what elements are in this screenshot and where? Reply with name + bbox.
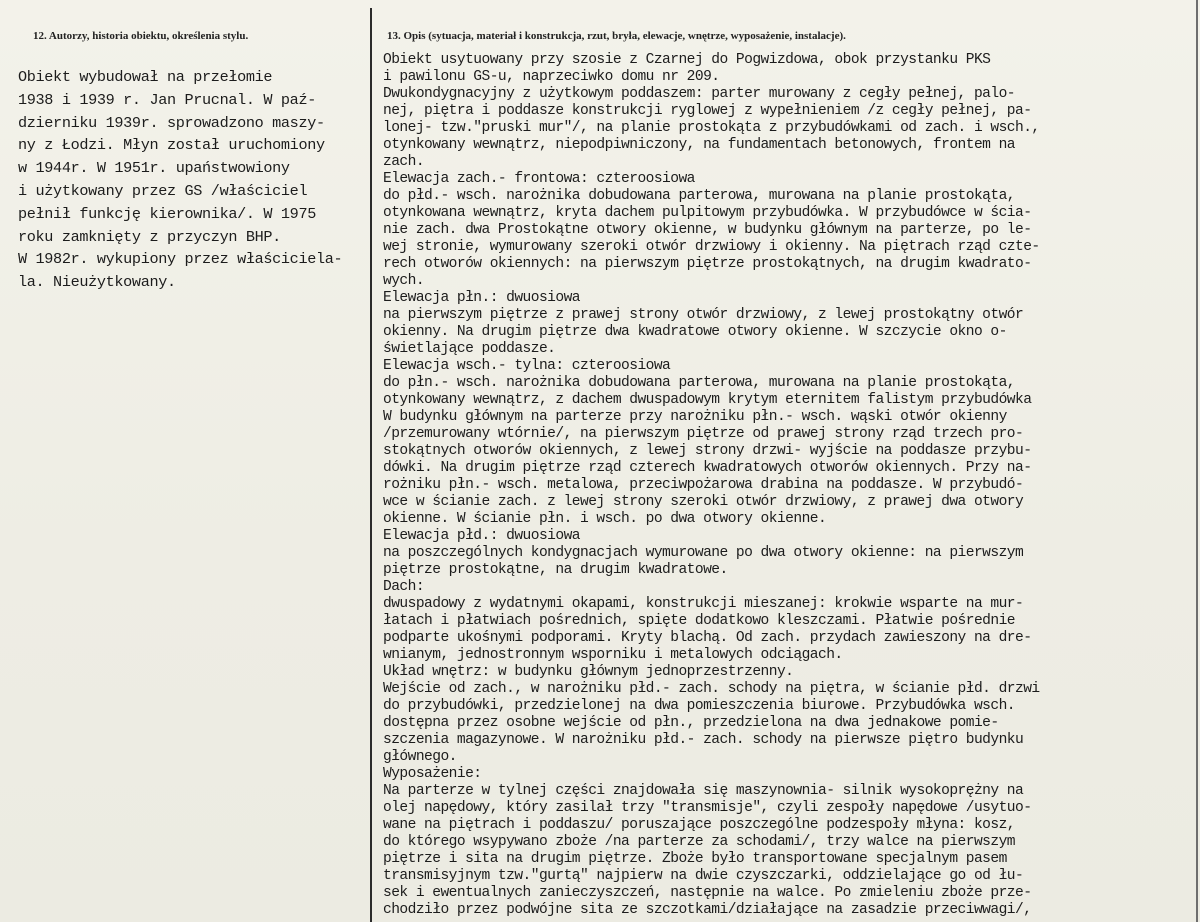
history-text-block (18, 66, 368, 294)
description-text-line: wane na piętrach i poddaszu/ poruszające poszczególne podzespoły młyna: kosz, (383, 817, 1015, 833)
description-text-line: Wejście od zach., w narożniku płd.- zach. schody na piętra, w ścianie płd. drzwi (383, 681, 1040, 697)
description-text-line: nej, piętra i poddasze konstrukcji ryglowej z wypełnieniem /z cegły pełnej, pa- (383, 103, 1032, 119)
description-text-line: W budynku głównym na parterze przy narożniku płn.- wsch. wąski otwór okienny (383, 409, 1007, 425)
history-text-line: Obiekt wybudował na przełomie (18, 68, 273, 86)
description-text-line: piętrze i sita na drugim piętrze. Zboże było transportowane specjalnym pasem (383, 851, 1007, 867)
description-text-line: otynkowany wewnątrz, z dachem dwuspadowym krytym eternitem falistym przybudówka (383, 392, 1032, 408)
description-text-line: do płd.- wsch. narożnika dobudowana parterowa, murowana na planie prostokąta, (383, 188, 1015, 204)
description-text-line: Na parterze w tylnej części znajdowała się maszynownia- silnik wysokoprężny na (383, 783, 1024, 799)
description-text-line: Wyposażenie: (383, 766, 482, 782)
description-text-line: stokątnych otworów okiennych, z lewej strony drzwi- wyjście na poddasze przybu- (383, 443, 1032, 459)
description-text-line: łatach i płatwiach pośrednich, spięte dodatkowo kleszczami. Płatwie pośrednie (383, 613, 1015, 629)
description-text-line: podparte ukośnymi podporami. Kryty blachą. Od zach. przydach zawieszony na dre- (383, 630, 1032, 646)
description-text-line: Obiekt usytuowany przy szosie z Czarnej do Pogwizdowa, obok przystanku PKS (383, 52, 991, 68)
description-text-line: okienny. Na drugim piętrze dwa kwadratowe otwory okienne. W szczycie okno o- (383, 324, 1007, 340)
description-text-line: Elewacja zach.- frontowa: czteroosiowa (383, 171, 695, 187)
description-text-line: do płn.- wsch. narożnika dobudowana parterowa, murowana na planie prostokąta, (383, 375, 1015, 391)
description-text-line: transmisyjnym tzw."gurtą" najpierw na dwie czyszczarki, oddzielające go od łu- (383, 868, 1024, 884)
description-text-line: dwuspadowy z wydatnymi okapami, konstrukcji mieszanej: krokwie wsparte na mur- (383, 596, 1024, 612)
description-text-line: /przemurowany wtórnie/, na pierwszym piętrze od prawej strony rząd trzech pro- (383, 426, 1024, 442)
description-text-block (383, 52, 1198, 919)
description-text-line: otynkowany wewnątrz, niepodpiwniczony, na fundamentach betonowych, frontem na (383, 137, 1015, 153)
history-text-line: ny z Łodzi. Młyn został uruchomiony (18, 136, 325, 155)
history-text-line: w 1944r. W 1951r. upaństwowiony (18, 159, 290, 178)
description-text-line: Układ wnętrz: w budynku głównym jednoprzestrzenny. (383, 664, 794, 680)
description-text-line: rożniku płn.- wsch. metalowa, przeciwpożarowa drabina na poddasze. W przybudó- (383, 477, 1024, 493)
history-text-line: pełnił funkcję kierownika/. W 1975 (18, 204, 316, 223)
description-text-line: Dwukondygnacyjny z użytkowym poddaszem: parter murowany z cegły pełnej, palo- (383, 86, 1015, 102)
description-text-line: na poszczególnych kondygnacjach wymurowane po dwa otwory okienne: na pierwszym (383, 545, 1024, 561)
description-text-line: szczenia magazynowe. W narożniku płd.- zach. schody na pierwsze piętro budynku (383, 732, 1024, 748)
description-text-line: świetlające poddasze. (383, 341, 556, 357)
description-text-line: na pierwszym piętrze z prawej strony otwór drzwiowy, z lewej prostokątny otwór (383, 307, 1024, 323)
history-text-line: roku zamknięty z przyczyn BHP. (18, 227, 281, 246)
description-text-line: do przybudówki, przedzielonej na dwa pomieszczenia biurowe. Przybudówka wsch. (383, 698, 1015, 714)
description-text-line: wce w ścianie zach. z lewej strony szeroki otwór drzwiowy, z prawej dwa otwory (383, 494, 1024, 510)
history-text-line: dzierniku 1939r. sprowadzono maszy- (18, 113, 325, 132)
description-text-line: otynkowana wewnątrz, kryta dachem pulpitowym przybudówka. W przybudówce w ścia- (383, 205, 1032, 221)
history-text-line: i użytkowany przez GS /właściciel (18, 181, 308, 200)
description-text-line: Elewacja płn.: dwuosiowa (383, 290, 580, 306)
description-text-line: chodziło przez podwójne sita ze szczotkami/działające na zasadzie przeciwwagi/, (383, 902, 1032, 918)
description-text-line: zach. (383, 154, 425, 170)
description-text-line: i pawilonu GS-u, naprzeciwko domu nr 209. (383, 69, 720, 85)
description-text-line: wych. (383, 273, 425, 289)
description-text-line: do którego wsypywano zboże /na parterze za schodami/, trzy walce na pierwszym (383, 834, 1015, 850)
description-text-line: głównego. (383, 749, 457, 765)
description-text-line: Elewacja płd.: dwuosiowa (383, 528, 580, 544)
description-text-line: lonej- tzw."pruski mur"/, na planie prostokąta z przybudówkami od zach. i wsch., (383, 120, 1040, 136)
description-text-line: piętrze prostokątne, na drugim kwadratowe. (383, 562, 728, 578)
description-text-line: Dach: (383, 579, 425, 595)
description-text-line: wnianym, jednostronnym wsporniku i metalowych odciągach. (383, 647, 843, 663)
section-13-header: 13. Opis (sytuacja, materiał i konstrukcja, rzut, bryła, elewacje, wnętrze, wyposażenie, instalacje). (387, 30, 846, 42)
history-text-line: la. Nieużytkowany. (18, 273, 176, 292)
description-text-line: sek i ewentualnych zanieczyszczeń, następnie na walce. Po zmieleniu zboże prze- (383, 885, 1032, 901)
description-text-line: nie zach. dwa Prostokątne otwory okienne, w budynku głównym na parterze, po le- (383, 222, 1032, 238)
history-text-line: 1938 i 1939 r. Jan Prucnal. W paź- (18, 90, 316, 109)
description-text-line: rech otworów okiennych: na pierwszym piętrze prostokątnych, na drugim kwadrato- (383, 256, 1032, 272)
column-divider (370, 8, 372, 922)
history-text-line: W 1982r. wykupiony przez właściciela- (18, 250, 343, 269)
section-12-header: 12. Autorzy, historia obiektu, określenia stylu. (33, 30, 249, 42)
description-text-line: Elewacja wsch.- tylna: czteroosiowa (383, 358, 671, 374)
description-text-line: wej stronie, wymurowany szeroki otwór drzwiowy i okienny. Na piętrach rząd czte- (383, 239, 1040, 255)
description-text-line: dostępna przez osobne wejście od płn., przedzielona na dwa jednakowe pomie- (383, 715, 999, 731)
description-text-line: okienne. W ścianie płn. i wsch. po dwa otwory okienne. (383, 511, 827, 527)
description-text-line: olej napędowy, który zasilał trzy "transmisje", czyli zespoły napędowe /usytuo- (383, 800, 1032, 816)
description-text-line: dówki. Na drugim piętrze rząd czterech kwadratowych otworów okiennych. Przy na- (383, 460, 1032, 476)
